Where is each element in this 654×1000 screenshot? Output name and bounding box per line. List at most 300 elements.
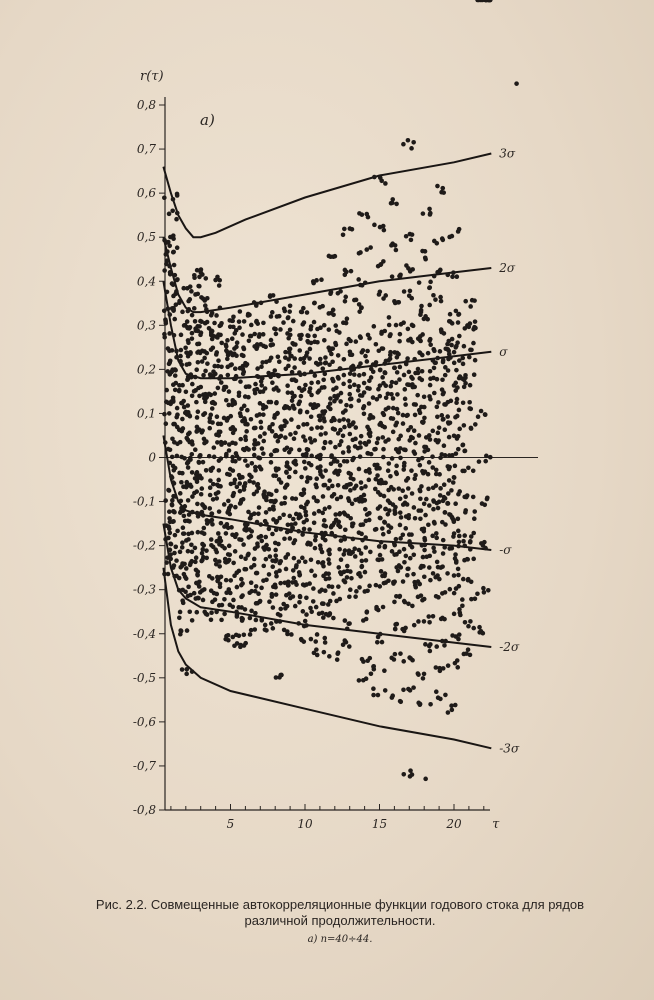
data-point [452,361,457,366]
data-point [442,443,447,448]
data-point [305,479,310,484]
data-point [296,402,301,407]
data-point [209,313,214,318]
data-point [273,548,278,553]
panel-label: а) [200,111,215,129]
data-point [375,441,380,446]
data-point [410,385,415,390]
data-point [338,597,343,602]
data-point [288,303,293,308]
data-point [454,560,459,565]
data-point [438,349,443,354]
data-point [337,443,342,448]
data-point [210,511,215,516]
data-point [422,449,427,454]
data-point [244,567,249,572]
data-point [222,597,227,602]
data-point [166,401,171,406]
data-point [466,647,471,652]
data-point [163,498,168,503]
data-point [367,336,372,341]
data-point [186,459,191,464]
data-point [483,459,488,464]
data-point [300,532,305,537]
data-point [450,708,455,713]
data-point [339,391,344,396]
data-point [271,504,276,509]
data-point [227,558,232,563]
data-point [213,547,218,552]
data-point [351,420,356,425]
data-point [288,596,293,601]
data-point [357,373,362,378]
data-point [218,430,223,435]
data-point [462,533,467,538]
data-point [401,413,406,418]
data-point [428,369,433,374]
data-point [398,523,403,528]
data-point [227,552,232,557]
data-point [194,400,199,405]
data-point [406,382,411,387]
data-point [184,566,189,571]
data-point [378,367,383,372]
data-point [430,358,435,363]
data-point [296,621,301,626]
data-point [201,598,206,603]
data-point [377,544,382,549]
data-point [264,557,269,562]
data-point [207,416,212,421]
data-point [248,516,253,521]
data-point [170,436,175,441]
data-point [303,453,308,458]
data-point [423,255,428,260]
data-point [238,476,243,481]
data-point [185,628,190,633]
data-point [226,403,231,408]
data-point [195,502,200,507]
data-point [319,277,324,282]
data-point [362,589,367,594]
data-point [170,502,175,507]
data-point [417,582,422,587]
data-point [342,425,347,430]
data-point [298,594,303,599]
data-point [427,503,432,508]
data-point [461,362,466,367]
data-point [440,520,445,525]
data-point [251,480,256,485]
data-point [309,569,314,574]
data-point [222,416,227,421]
data-point [443,510,448,515]
data-point [321,494,326,499]
data-point [303,560,308,565]
data-point [383,544,388,549]
data-point [405,356,410,361]
data-point [270,429,275,434]
data-point [357,530,362,535]
data-point [362,412,367,417]
data-point [387,315,392,320]
data-point [198,333,203,338]
data-point [172,563,177,568]
data-point [179,348,184,353]
data-point [234,610,239,615]
data-point [299,333,304,338]
data-point [417,350,422,355]
data-point [269,314,274,319]
data-point [471,557,476,562]
data-point [292,556,297,561]
data-point [410,436,415,441]
data-point [254,319,259,324]
data-point [397,339,402,344]
data-point [389,243,394,248]
data-point [184,672,189,677]
data-point [213,558,218,563]
data-point [267,572,272,577]
data-point [331,591,336,596]
data-point [224,452,229,457]
data-point [396,486,401,491]
data-point [436,506,441,511]
data-point [277,516,282,521]
data-point [455,414,460,419]
data-point [180,540,185,545]
data-point [398,496,403,501]
data-point [253,546,258,551]
data-point [252,557,257,562]
data-point [172,551,177,556]
data-point [456,529,461,534]
data-point [335,657,340,662]
data-point [326,548,331,553]
data-point [195,292,200,297]
data-point [173,273,178,278]
data-point [167,362,172,367]
data-point [343,580,348,585]
data-point [217,564,222,569]
data-point [392,350,397,355]
data-point [464,651,469,656]
data-point [255,387,260,392]
data-point [445,501,450,506]
data-point [313,438,318,443]
data-point [483,546,488,551]
data-point [238,645,243,650]
data-point [367,511,372,516]
data-point [212,321,217,326]
data-point [250,461,255,466]
data-point [186,437,191,442]
data-point [290,580,295,585]
y-tick-label: -0,8 [132,803,156,817]
data-point [392,543,397,548]
data-point [338,463,343,468]
data-point [291,517,296,522]
data-point [468,547,473,552]
data-point [178,610,183,615]
data-point [274,401,279,406]
data-point [465,557,470,562]
data-point [273,553,278,558]
data-point [220,603,225,608]
data-point [345,316,350,321]
data-point [452,433,457,438]
data-point [452,591,457,596]
data-point [243,607,248,612]
data-point [481,631,486,636]
data-point [282,447,287,452]
data-point [343,618,348,623]
data-point [316,380,321,385]
data-point [468,321,473,326]
data-point [475,591,480,596]
data-point [281,512,286,517]
data-point [401,579,406,584]
data-point [442,331,447,336]
data-point [175,192,180,197]
x-tick-label: 20 [446,817,462,831]
data-point [234,374,239,379]
data-point [179,509,184,514]
data-point [348,488,353,493]
data-point [260,376,265,381]
data-point [376,506,381,511]
data-point [326,486,331,491]
data-point [246,552,251,557]
data-point [328,599,333,604]
data-point [389,656,394,661]
data-point [452,475,457,480]
data-point [447,352,452,357]
data-point [416,671,421,676]
data-point [223,637,228,642]
data-point [365,349,370,354]
data-point [455,665,460,670]
data-point [210,600,215,605]
data-point [171,422,176,427]
data-point [263,623,268,628]
data-point [243,394,248,399]
data-point [426,351,431,356]
data-point [408,337,413,342]
data-point [398,365,403,370]
data-point [166,447,171,452]
data-point [234,570,239,575]
data-point [367,470,372,475]
data-point [269,453,274,458]
data-point [386,523,391,528]
data-point [380,435,385,440]
data-point [445,273,450,278]
data-point [322,533,327,538]
data-point [309,324,314,329]
data-point [255,413,260,418]
data-point [238,414,243,419]
data-point [231,598,236,603]
data-point [317,611,322,616]
data-point [198,590,203,595]
data-point [356,277,361,282]
data-point [283,555,288,560]
data-point [383,371,388,376]
data-point [330,359,335,364]
data-point [440,591,445,596]
data-point [426,487,431,492]
data-point [212,455,217,460]
caption-line-2: различной продолжительности. [244,913,436,928]
data-point [302,320,307,325]
data-point [463,508,468,513]
data-point [233,459,238,464]
data-point [222,502,227,507]
data-point [178,550,183,555]
data-point [367,518,372,523]
data-point [269,338,274,343]
data-point [283,606,288,611]
data-point [331,616,336,621]
data-point [357,364,362,369]
data-point [344,485,349,490]
data-point [364,558,369,563]
data-point [227,472,232,477]
data-point [222,387,227,392]
data-point [291,319,296,324]
data-point [309,454,314,459]
data-point [341,232,346,237]
data-point [217,509,222,514]
data-point [328,401,333,406]
data-point [453,464,458,469]
data-point [321,564,326,569]
data-point [402,461,407,466]
data-point [422,445,427,450]
data-point [416,508,421,513]
data-point [180,545,185,550]
data-point [230,455,235,460]
data-point [293,538,298,543]
data-point [332,399,337,404]
data-point [257,505,262,510]
data-point [292,436,297,441]
data-point [398,594,403,599]
data-point [379,478,384,483]
data-point [217,468,222,473]
data-point [209,468,214,473]
data-point [374,342,379,347]
data-point [189,372,194,377]
data-point [299,475,304,480]
data-point [309,610,314,615]
data-point [317,509,322,514]
data-point [282,306,287,311]
data-point [342,638,347,643]
data-point [322,518,327,523]
data-point [328,396,333,401]
data-point [383,181,388,186]
data-point [287,475,292,480]
data-point [184,410,189,415]
data-point [314,485,319,490]
data-point [423,314,428,319]
data-point [312,511,317,516]
data-point [422,416,427,421]
data-point [293,470,298,475]
data-point [162,268,167,273]
data-point [171,250,176,255]
data-point [409,375,414,380]
data-point [410,491,415,496]
data-point [359,565,364,570]
data-point [200,547,205,552]
data-point [410,323,415,328]
data-point [455,274,460,279]
data-point [394,248,399,253]
data-point [217,542,222,547]
data-point [193,319,198,324]
data-point [468,304,473,309]
data-point [434,665,439,670]
data-point [285,331,290,336]
data-point [201,296,206,301]
data-point [203,321,208,326]
data-point [243,422,248,427]
data-point [397,563,402,568]
data-point [412,428,417,433]
data-point [217,283,222,288]
data-point [376,436,381,441]
data-point [174,355,179,360]
data-point [237,319,242,324]
data-point [231,400,236,405]
data-point [461,400,466,405]
data-point [305,542,310,547]
data-point [441,392,446,397]
data-point [187,326,192,331]
data-point [401,502,406,507]
data-point [381,224,386,229]
data-point [427,620,432,625]
data-point [380,574,385,579]
data-point [287,450,292,455]
data-point [214,334,219,339]
data-point [382,329,387,334]
data-point [228,363,233,368]
data-point [264,543,269,548]
data-point [170,348,175,353]
data-point [227,544,232,549]
data-point [326,557,331,562]
data-point [180,310,185,315]
data-point [199,559,204,564]
data-point [275,412,280,417]
data-point [203,276,208,281]
data-point [283,435,288,440]
data-point [286,357,291,362]
data-point [342,357,347,362]
data-point [410,604,415,609]
data-point [422,501,427,506]
data-point [380,375,385,380]
data-point [448,587,453,592]
data-point [215,414,220,419]
data-point [244,429,249,434]
data-point [417,487,422,492]
data-point [312,301,317,306]
